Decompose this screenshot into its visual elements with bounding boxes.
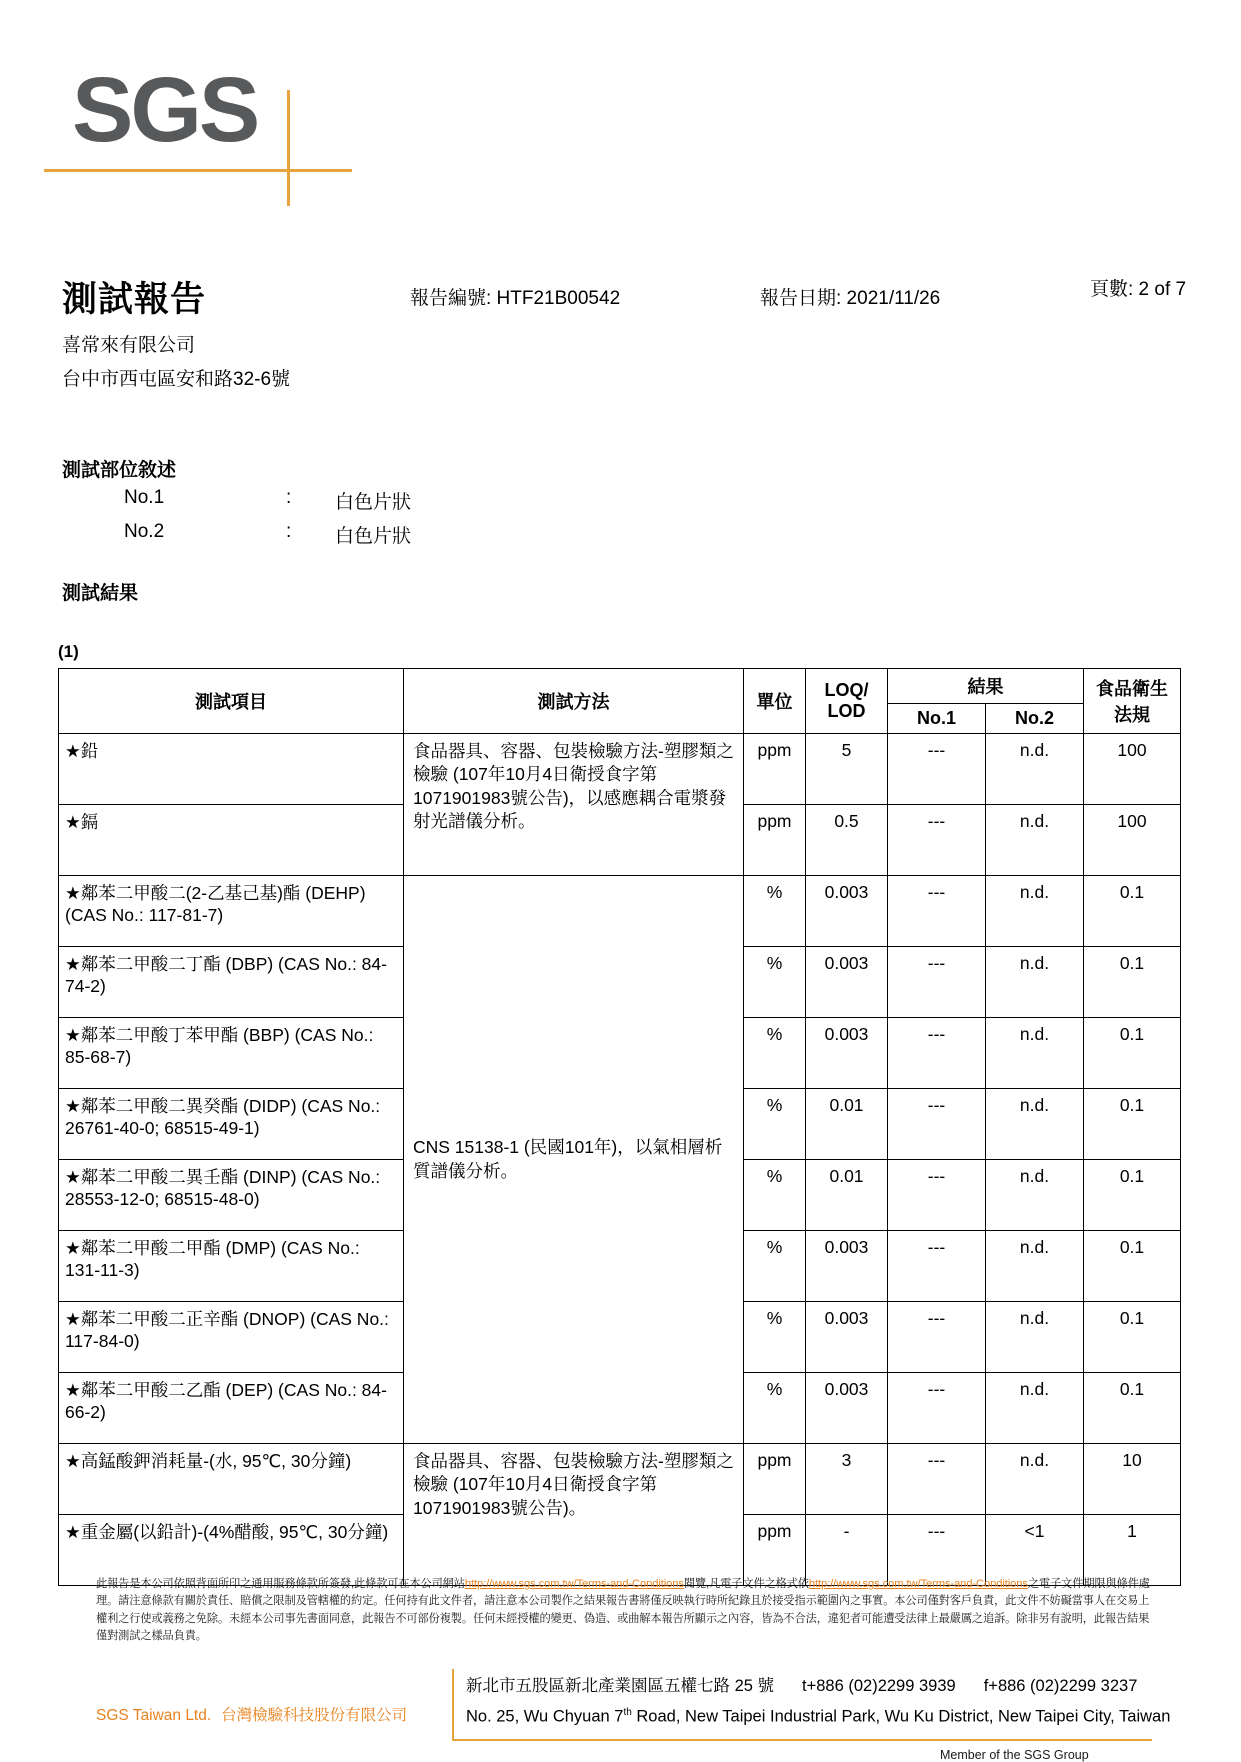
report-date: 報告日期: 2021/11/26 [760, 288, 941, 309]
cell-loq: 0.003 [806, 1373, 888, 1444]
cell-result-no1: --- [888, 1231, 986, 1302]
cell-unit: % [744, 1302, 806, 1373]
entity-name-en: SGS Taiwan Ltd. [96, 1707, 212, 1724]
cell-test-item: ★重金屬(以鉛計)-(4%醋酸, 95℃, 30分鐘) [59, 1515, 404, 1586]
cell-result-no2: n.d. [986, 947, 1084, 1018]
cell-loq: 0.003 [806, 1231, 888, 1302]
cell-regulation: 0.1 [1084, 1231, 1181, 1302]
terms-link-2[interactable]: http://www.sgs.com.tw/Terms-and-Conditions [808, 1578, 1028, 1590]
regulation-label-line1: 食品衛生 [1096, 679, 1168, 699]
cell-regulation: 0.1 [1084, 947, 1181, 1018]
cell-test-item: ★鄰苯二甲酸二異壬酯 (DINP) (CAS No.: 28553-12-0; 68515-48-0) [59, 1160, 404, 1231]
footer-address-cn [466, 1672, 1137, 1696]
test-part-colon-1: : [286, 487, 292, 508]
cell-loq: 0.003 [806, 1018, 888, 1089]
cell-test-item: ★鄰苯二甲酸二(2-乙基己基)酯 (DEHP) (CAS No.: 117-81-7) [59, 876, 404, 947]
cell-result-no2: n.d. [986, 1302, 1084, 1373]
cell-test-method: 食品器具、容器、包裝檢驗方法-塑膠類之檢驗 (107年10月4日衛授食字第1071901983號公告)。 [404, 1444, 744, 1586]
cell-regulation: 100 [1084, 734, 1181, 805]
cell-result-no1: --- [888, 947, 986, 1018]
test-results-table [58, 668, 1181, 1586]
page-title: 測試報告 [62, 280, 207, 319]
cell-regulation: 0.1 [1084, 876, 1181, 947]
footer-disclaimer [96, 1576, 1158, 1645]
cell-unit: ppm [744, 1515, 806, 1586]
column-header-test-item: 測試項目 [59, 669, 404, 734]
disclaimer-text-3: 之電子文件期限與條件處理。請注意條款有關於責任、賠償之限制及管轄權的約定。任何持有此文件者，請注意本公司製作之結果報告書將僅反映執行時所紀錄且於接受指示範圍內之事實。本公司僅對客戶負責，此文件不妨礙當事人在交易上權利之行使或義務之免除。未經本公司事先書面同意，此報告不可部份複製。任何未經授權的變更、偽造、或曲解本報告所顯示之內容，皆為不合法，違犯者可能遭受法律上最嚴厲之追訴。除非另有說明，此報告結果僅對測試之樣品負責。 [96, 1578, 1150, 1643]
cell-test-method: 食品器具、容器、包裝檢驗方法-塑膠類之檢驗 (107年10月4日衛授食字第1071901983號公告)，以感應耦合電漿發射光譜儀分析。 [404, 734, 744, 876]
footer-vertical-divider [452, 1669, 454, 1741]
column-header-no2: No.2 [986, 704, 1084, 734]
cell-regulation: 0.1 [1084, 1302, 1181, 1373]
entity-name-cn: 台灣檢驗科技股份有限公司 [221, 1707, 408, 1724]
cell-loq: 0.01 [806, 1160, 888, 1231]
cell-result-no1: --- [888, 1089, 986, 1160]
cell-loq: - [806, 1515, 888, 1586]
cell-result-no1: --- [888, 734, 986, 805]
cell-result-no1: --- [888, 1018, 986, 1089]
cell-test-item: ★鎘 [59, 805, 404, 876]
table-row [59, 876, 1181, 947]
table-row [59, 734, 1181, 805]
regulation-label-line2: 法規 [1114, 705, 1150, 725]
table-header-row [59, 669, 1181, 704]
cell-result-no2: n.d. [986, 805, 1084, 876]
page-number: 頁數: 2 of 7 [1090, 279, 1187, 300]
loq-label-line2: LOD [827, 701, 866, 721]
address-en-pre: No. 25, Wu Chyuan 7 [466, 1707, 624, 1726]
section-title-test-parts: 測試部位敘述 [62, 460, 177, 481]
result-group-label: (1) [58, 642, 79, 661]
table-row [59, 1444, 1181, 1515]
cell-unit: % [744, 1160, 806, 1231]
cell-test-method: CNS 15138-1 (民國101年)，以氣相層析質譜儀分析。 [404, 876, 744, 1444]
column-header-no1: No.1 [888, 704, 986, 734]
sgs-logo [72, 59, 402, 193]
cell-result-no1: --- [888, 1444, 986, 1515]
logo-wordmark: SGS [72, 59, 258, 161]
logo-horizontal-rule [44, 169, 352, 172]
cell-unit: ppm [744, 805, 806, 876]
disclaimer-text-2: 閱覽,凡電子文件之格式依 [683, 1578, 809, 1590]
cell-regulation: 0.1 [1084, 1160, 1181, 1231]
cell-test-item: ★鄰苯二甲酸二甲酯 (DMP) (CAS No.: 131-11-3) [59, 1231, 404, 1302]
cell-loq: 0.003 [806, 947, 888, 1018]
address-cn-text: 新北市五股區新北產業園區五權七路 25 號 [466, 1677, 775, 1695]
cell-result-no2: n.d. [986, 1160, 1084, 1231]
cell-unit: % [744, 1231, 806, 1302]
cell-loq: 0.5 [806, 805, 888, 876]
cell-regulation: 0.1 [1084, 1089, 1181, 1160]
cell-result-no2: n.d. [986, 1373, 1084, 1444]
column-header-regulation [1084, 669, 1181, 734]
cell-result-no1: --- [888, 1302, 986, 1373]
cell-result-no2: n.d. [986, 734, 1084, 805]
cell-test-item: ★鄰苯二甲酸二正辛酯 (DNOP) (CAS No.: 117-84-0) [59, 1302, 404, 1373]
cell-unit: % [744, 947, 806, 1018]
column-header-result: 結果 [888, 669, 1084, 704]
column-header-test-method: 測試方法 [404, 669, 744, 734]
cell-result-no2: n.d. [986, 1018, 1084, 1089]
loq-label-line1: LOQ/ [824, 680, 869, 700]
test-part-value-1: 白色片狀 [335, 492, 412, 513]
cell-regulation: 10 [1084, 1444, 1181, 1515]
cell-loq: 5 [806, 734, 888, 805]
address-en-post: Road, New Taipei Industrial Park, Wu Ku District, New Taipei City, Taiwan [631, 1707, 1171, 1726]
report-number: 報告編號: HTF21B00542 [410, 288, 621, 309]
footer-member-note: Member of the SGS Group [940, 1748, 1089, 1762]
footer-entity-name [96, 1703, 407, 1725]
cell-regulation: 0.1 [1084, 1373, 1181, 1444]
cell-result-no2: <1 [986, 1515, 1084, 1586]
client-company-name: 喜常來有限公司 [62, 335, 196, 356]
cell-test-item: ★鄰苯二甲酸丁苯甲酯 (BBP) (CAS No.: 85-68-7) [59, 1018, 404, 1089]
terms-link-1[interactable]: http://www.sgs.com.tw/Terms-and-Conditions [464, 1578, 684, 1590]
address-en-ordinal: th [623, 1707, 632, 1718]
cell-unit: ppm [744, 1444, 806, 1515]
cell-unit: % [744, 1373, 806, 1444]
footer-address-en [466, 1707, 1170, 1727]
column-header-unit: 單位 [744, 669, 806, 734]
cell-loq: 3 [806, 1444, 888, 1515]
cell-result-no1: --- [888, 805, 986, 876]
client-company-address: 台中市西屯區安和路32-6號 [62, 369, 291, 390]
cell-unit: % [744, 1089, 806, 1160]
cell-result-no2: n.d. [986, 1089, 1084, 1160]
test-part-label-2: No.2 [124, 521, 165, 542]
cell-result-no1: --- [888, 1160, 986, 1231]
test-part-colon-2: : [286, 521, 292, 542]
cell-loq: 0.01 [806, 1089, 888, 1160]
cell-result-no1: --- [888, 876, 986, 947]
cell-loq: 0.003 [806, 876, 888, 947]
cell-test-item: ★鄰苯二甲酸二異癸酯 (DIDP) (CAS No.: 26761-40-0; 68515-49-1) [59, 1089, 404, 1160]
cell-regulation: 100 [1084, 805, 1181, 876]
cell-loq: 0.003 [806, 1302, 888, 1373]
cell-unit: ppm [744, 734, 806, 805]
footer-telephone: t+886 (02)2299 3939 [802, 1677, 956, 1695]
section-title-test-results: 測試結果 [62, 583, 139, 604]
cell-regulation: 0.1 [1084, 1018, 1181, 1089]
cell-test-item: ★高錳酸鉀消耗量-(水, 95℃, 30分鐘) [59, 1444, 404, 1515]
cell-test-item: ★鉛 [59, 734, 404, 805]
cell-test-item: ★鄰苯二甲酸二丁酯 (DBP) (CAS No.: 84-74-2) [59, 947, 404, 1018]
disclaimer-text-1: 此報告是本公司依照背面所印之通用服務條款所簽發,此條款可在本公司網站 [96, 1578, 465, 1590]
cell-test-item: ★鄰苯二甲酸二乙酯 (DEP) (CAS No.: 84-66-2) [59, 1373, 404, 1444]
footer-fax: f+886 (02)2299 3237 [983, 1677, 1138, 1695]
cell-result-no2: n.d. [986, 876, 1084, 947]
cell-result-no2: n.d. [986, 1231, 1084, 1302]
test-part-label-1: No.1 [124, 487, 165, 508]
cell-result-no2: n.d. [986, 1444, 1084, 1515]
footer-horizontal-divider [452, 1739, 1152, 1741]
cell-result-no1: --- [888, 1373, 986, 1444]
column-header-loq-lod [806, 669, 888, 734]
cell-unit: % [744, 1018, 806, 1089]
logo-vertical-rule [287, 90, 290, 206]
cell-regulation: 1 [1084, 1515, 1181, 1586]
test-part-value-2: 白色片狀 [335, 526, 412, 547]
cell-result-no1: --- [888, 1515, 986, 1586]
cell-unit: % [744, 876, 806, 947]
